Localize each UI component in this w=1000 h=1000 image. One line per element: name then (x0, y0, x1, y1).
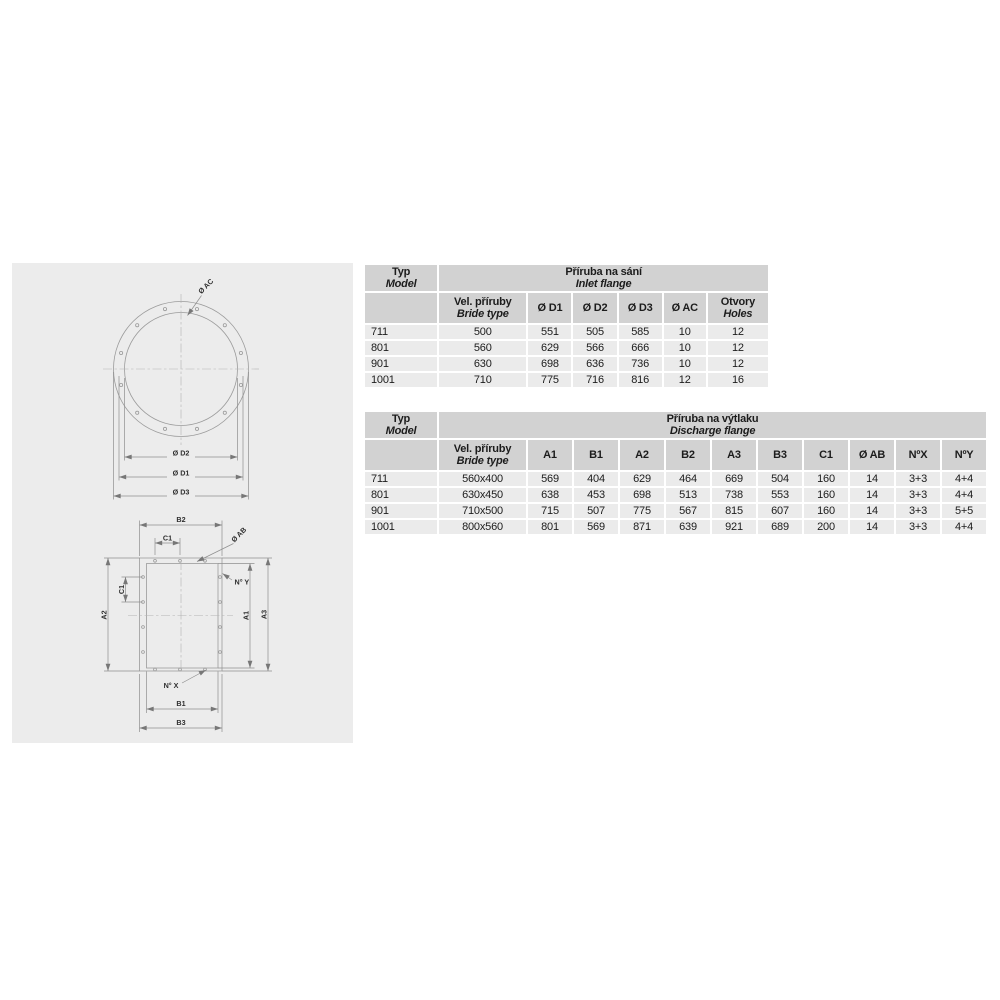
value-cell: 566 (573, 341, 616, 355)
value-cell: 639 (666, 520, 710, 534)
value-cell: 636 (573, 357, 616, 371)
value-cell: 689 (758, 520, 802, 534)
dim-label-d3: Ø D3 (172, 487, 190, 497)
column-header: B2 (666, 440, 710, 470)
value-cell: 801 (528, 520, 572, 534)
extension-lines (104, 372, 272, 732)
dim-label-a1: A1 (241, 610, 251, 621)
column-header: B1 (574, 440, 618, 470)
value-cell: 569 (528, 472, 572, 486)
dim-label-ab: Ø AB (229, 525, 249, 545)
model-cell: 801 (365, 341, 437, 355)
value-cell: 14 (850, 504, 894, 518)
value-cell: 14 (850, 472, 894, 486)
value-cell: 921 (712, 520, 756, 534)
value-cell: 630x450 (439, 488, 526, 502)
value-cell: 560 (439, 341, 526, 355)
value-cell: 560x400 (439, 472, 526, 486)
value-cell: 4+4 (942, 488, 986, 502)
column-header: Ø D2 (573, 293, 616, 323)
dim-label-c1-left: C1 (117, 584, 126, 595)
table-row (365, 357, 768, 371)
typ-model-header: Typ Model (365, 412, 437, 438)
discharge-flange-title: Příruba na výtlaku Discharge flange (439, 412, 986, 438)
flange-technical-drawing (12, 263, 353, 743)
value-cell: 710x500 (439, 504, 526, 518)
value-cell: 3+3 (896, 472, 940, 486)
corner-empty-cell (365, 293, 437, 323)
column-header: Ø D1 (528, 293, 571, 323)
value-cell: 453 (574, 488, 618, 502)
table-row (365, 488, 986, 502)
value-cell: 16 (708, 373, 768, 387)
column-header: A2 (620, 440, 664, 470)
value-cell: 815 (712, 504, 756, 518)
inlet-flange-title: Příruba na sání Inlet flange (439, 265, 768, 291)
value-cell: 12 (708, 357, 768, 371)
value-cell: 10 (664, 357, 706, 371)
value-cell: 12 (664, 373, 706, 387)
value-cell: 10 (664, 341, 706, 355)
dim-label-b2: B2 (176, 515, 186, 524)
dim-label-ny: N° Y (234, 577, 250, 587)
value-cell: 4+4 (942, 520, 986, 534)
value-cell: 3+3 (896, 488, 940, 502)
column-header: NºX (896, 440, 940, 470)
value-cell: 800x560 (439, 520, 526, 534)
value-cell: 607 (758, 504, 802, 518)
bride-type-header: Vel. příruby Bride type (439, 293, 526, 323)
inlet-flange-table (363, 263, 770, 389)
table-row (365, 472, 986, 486)
value-cell: 504 (758, 472, 802, 486)
dim-label-d2: Ø D2 (172, 448, 190, 458)
value-cell: 569 (574, 520, 618, 534)
column-header: Ø AB (850, 440, 894, 470)
column-header: C1 (804, 440, 848, 470)
value-cell: 715 (528, 504, 572, 518)
value-cell: 816 (619, 373, 662, 387)
model-cell: 1001 (365, 373, 437, 387)
table-row (365, 504, 986, 518)
value-cell: 775 (620, 504, 664, 518)
value-cell: 666 (619, 341, 662, 355)
discharge-flange-table (363, 410, 988, 536)
dimension-lines (108, 457, 268, 728)
bride-type-header: Vel. příruby Bride type (439, 440, 526, 470)
value-cell: 698 (528, 357, 571, 371)
value-cell: 14 (850, 520, 894, 534)
table-row (365, 325, 768, 339)
centerlines (103, 294, 259, 671)
dim-label-b3: B3 (176, 718, 186, 727)
value-cell: 551 (528, 325, 571, 339)
value-cell: 3+3 (896, 504, 940, 518)
drawing-panel (12, 263, 353, 743)
value-cell: 630 (439, 357, 526, 371)
value-cell: 716 (573, 373, 616, 387)
dim-label-nx: N° X (163, 681, 179, 690)
value-cell: 710 (439, 373, 526, 387)
dim-label-ac: Ø AC (196, 276, 216, 296)
column-header: Ø D3 (619, 293, 662, 323)
dim-label-b1: B1 (176, 699, 186, 708)
value-cell: 160 (804, 504, 848, 518)
value-cell: 638 (528, 488, 572, 502)
column-header: NºY (942, 440, 986, 470)
value-cell: 500 (439, 325, 526, 339)
model-cell: 1001 (365, 520, 437, 534)
value-cell: 3+3 (896, 520, 940, 534)
column-header: B3 (758, 440, 802, 470)
value-cell: 404 (574, 472, 618, 486)
column-header: A1 (528, 440, 572, 470)
value-cell: 629 (620, 472, 664, 486)
model-cell: 711 (365, 325, 437, 339)
value-cell: 160 (804, 472, 848, 486)
dim-label-d1: Ø D1 (172, 468, 190, 478)
value-cell: 4+4 (942, 472, 986, 486)
value-cell: 464 (666, 472, 710, 486)
model-cell: 901 (365, 504, 437, 518)
value-cell: 669 (712, 472, 756, 486)
holes-header: Otvory Holes (708, 293, 768, 323)
column-header: Ø AC (664, 293, 706, 323)
value-cell: 567 (666, 504, 710, 518)
dim-label-a2: A2 (99, 610, 109, 620)
dim-label-a3: A3 (259, 609, 269, 620)
dim-label-c1-top: C1 (162, 533, 173, 543)
value-cell: 738 (712, 488, 756, 502)
model-cell: 801 (365, 488, 437, 502)
table-row (365, 341, 768, 355)
model-cell: 711 (365, 472, 437, 486)
typ-model-header: Typ Model (365, 265, 437, 291)
value-cell: 736 (619, 357, 662, 371)
value-cell: 12 (708, 325, 768, 339)
table-row (365, 520, 986, 534)
value-cell: 698 (620, 488, 664, 502)
value-cell: 10 (664, 325, 706, 339)
model-cell: 901 (365, 357, 437, 371)
value-cell: 505 (573, 325, 616, 339)
value-cell: 775 (528, 373, 571, 387)
value-cell: 629 (528, 341, 571, 355)
value-cell: 200 (804, 520, 848, 534)
value-cell: 507 (574, 504, 618, 518)
value-cell: 585 (619, 325, 662, 339)
corner-empty-cell (365, 440, 437, 470)
value-cell: 871 (620, 520, 664, 534)
value-cell: 12 (708, 341, 768, 355)
value-cell: 14 (850, 488, 894, 502)
value-cell: 553 (758, 488, 802, 502)
value-cell: 5+5 (942, 504, 986, 518)
table-row (365, 373, 768, 387)
column-header: A3 (712, 440, 756, 470)
value-cell: 160 (804, 488, 848, 502)
value-cell: 513 (666, 488, 710, 502)
